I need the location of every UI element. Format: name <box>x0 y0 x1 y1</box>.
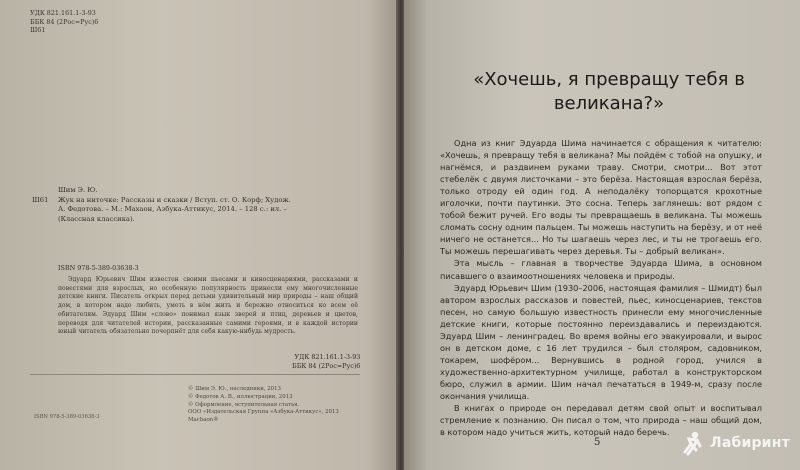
chapter-title: «Хочешь, я превращу тебя в великана?» <box>473 69 745 114</box>
catalog-card <box>32 186 352 225</box>
small-isbn: ISBN 978-5-389-03638-3 <box>34 414 100 420</box>
left-page <box>0 0 398 470</box>
right-page <box>404 0 800 470</box>
copyright-line: ООО «Издательская Группа «Азбука-Аттикус», 2013 <box>188 409 339 416</box>
annotation: Эдуард Юрьевич Шим известен своими пьесами и киносценариями, рассказами и повестями для взрослых, но особенную популярность принесли ему многочисленные детские книги. Писатель открыл перед детьми удивительный мир природы – наш общий дом, в котором надо любить, уметь в нём жить и бережно относиться ко всем её обитателям. Эдуард Шим «слово» понимал язык зверей и птиц, деревьев и цветов, переводя для читателей истории, рассказанные самими героями, и в каждой истории юный читатель обязательно почерпнёт для себя какую-нибудь мудрость. <box>58 276 358 336</box>
bbk-code-bottom: ББК 84 (2Рос=Рус)6 <box>292 361 361 370</box>
paragraph: Эта мысль – главная в творчестве Эдуарда Шима, в основном писавшего о взаимоотношениях человека и природы. <box>440 258 762 281</box>
watermark <box>680 426 795 460</box>
labyrinth-figure-icon <box>680 430 706 456</box>
copyright-line: Machaon® <box>188 417 219 424</box>
paragraph: В книгах о природе он передавал детям свой опыт и воспитывал стремление к познанию. Он писал о том, что природа – наш общий дом, в котором надо учиться жить, который надо беречь. <box>440 403 762 438</box>
page-number: 5 <box>594 437 601 448</box>
isbn: ISBN 978-5-389-03638-3 <box>58 264 139 272</box>
card-author: Шим Э. Ю. <box>58 186 98 194</box>
watermark-text: Лабиринт <box>710 435 790 451</box>
udk-code: УДК 821.161.1-3-93 <box>30 9 96 17</box>
udk-code-bottom: УДК 821.161.1-3-93 <box>294 353 361 361</box>
copyright-line: © Федотов А. В., иллюстрации, 2013 <box>188 393 293 400</box>
paragraph: Одна из книг Эдуарда Шима начинается с обращения к читателю: «Хочешь, я превращу тебя в великана? Мы пойдём с тобой на опушку, и нагнёмся, и раздвинем руками траву. Смотри, смотри... Вот этот стебелёк с двумя листочками – это берёза. Настоящая взрослая берёза, только отроду ей один год. А неподалёку топорщатся крохотные иголочки, почти паутинки. Это сосна. Теперь заглянешь: вот рядом с тобой бежит ручей. Его воды ты превращаешь в великана. Ты можешь сломать сосну одним пальцем. Ты можешь наступить на берёзу, и от неё ничего не останется... Но ты шагаешь через лес, и ты не трогаешь его. Ты можешь перешагивать через деревья. Ты – добрый великан». <box>440 138 762 257</box>
copyright-line: © Оформление, вступительная статья. <box>188 401 300 408</box>
card-line3: (Классная классика). <box>58 214 135 223</box>
divider <box>30 374 360 375</box>
bbk-code: ББК 84 (2Рос=Рус)6 <box>30 17 99 26</box>
copyright-line: © Шим Э. Ю., наследники, 2013 <box>188 386 281 392</box>
card-line1: Жук на ниточке: Рассказы и сказки / Вступ. ст. О. Корф; Худож. <box>58 195 291 204</box>
copyright-block <box>188 386 358 425</box>
top-codes <box>30 9 140 35</box>
author-mark: Ш61 <box>30 26 46 35</box>
card-line2: А. Федотова. – М.: Махаон, Азбука-Аттикус, 2014. – 128 с.: ил. – <box>58 205 287 214</box>
bottom-codes <box>292 353 360 371</box>
card-code: Ш61 <box>32 195 49 204</box>
chapter-body <box>440 137 762 438</box>
paragraph: Эдуард Юрьевич Шим (1930–2006, настоящая фамилия – Шмидт) был автором взрослых рассказов и повестей, пьес, киносценариев, текстов песен, но самую большую известность принесли ему многочисленные детские книги, которые постоянно переиздавались и переиздаются. Эдуард Шим – ленинградец. Во время войны его эвакуировали, и вырос он в детском доме, с 16 лет трудился – был столяром, садовником, токарем, шофёром... Вернувшись в родной город, учился в художественно-архитектурном училище, работал в конструкторском бюро, служил в армии. Шим начал печататься в 1949-м, сразу после окончания училища. <box>440 282 762 401</box>
